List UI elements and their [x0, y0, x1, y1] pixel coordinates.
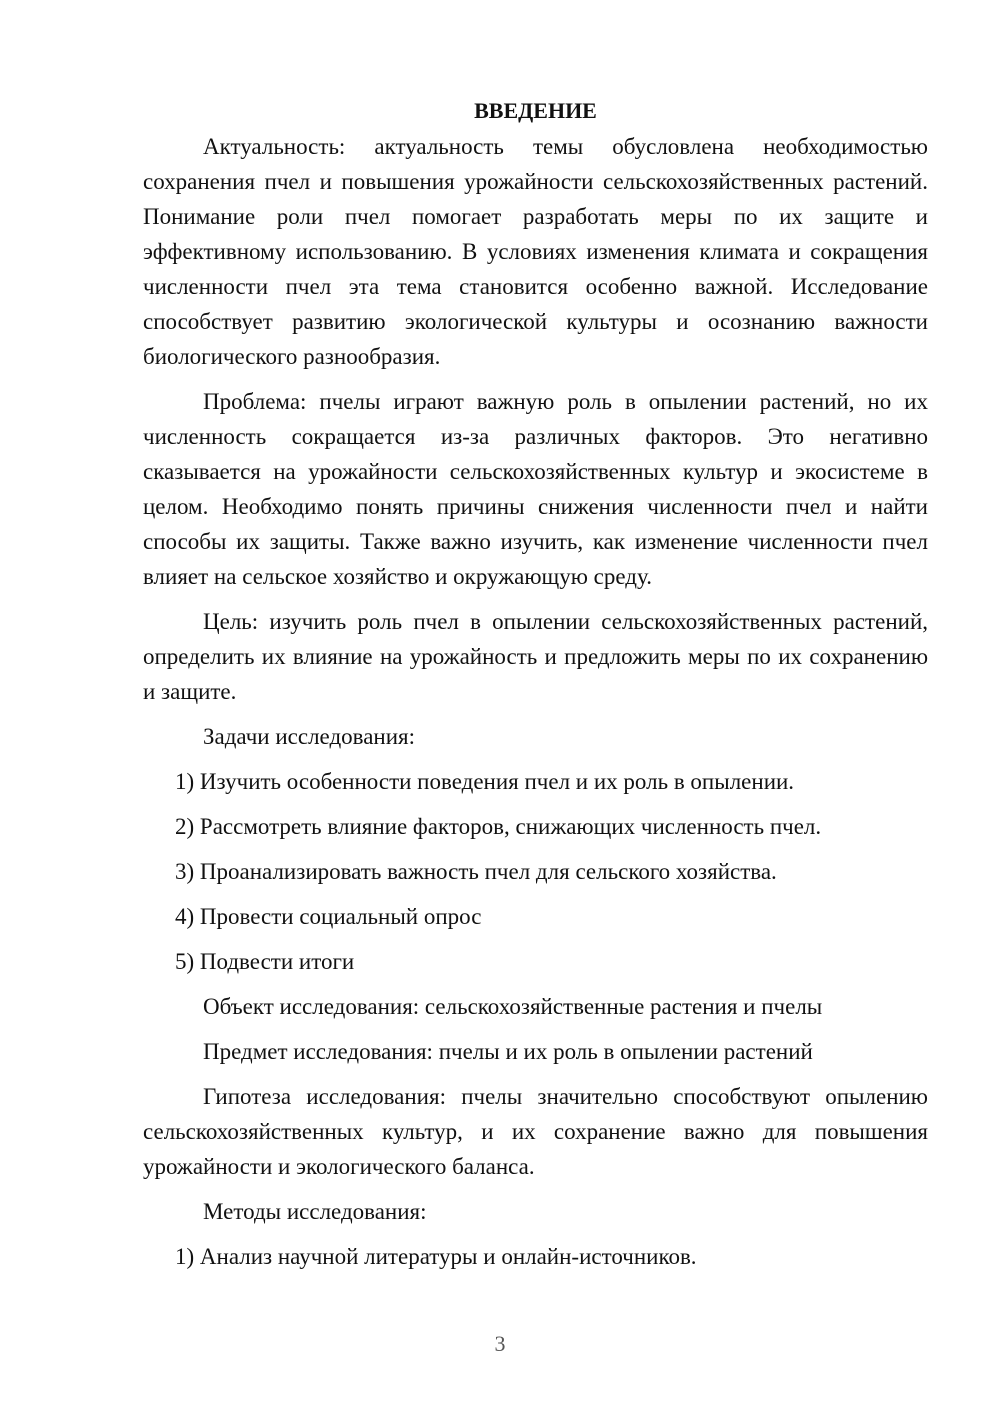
task-item: 2) Рассмотреть влияние факторов, снижающих численность пчел.	[175, 814, 822, 839]
task-item: 4) Провести социальный опрос	[175, 904, 482, 929]
methods-list	[143, 1239, 928, 1274]
page-content	[143, 93, 928, 1274]
page-number: 3	[494, 1331, 506, 1356]
research-subject: Предмет исследования: пчелы и их роль в опылении растений	[203, 1039, 813, 1064]
task-item: 1) Изучить особенности поведения пчел и их роль в опылении.	[175, 769, 795, 794]
relevance-paragraph: Актуальность: актуальность темы обусловлена необходимостью сохранения пчел и повышения урожайности сельскохозяйственных растений. Понимание роли пчел помогает разработать меры по их защите и эффективному использованию. В условиях изменения климата и сокращения численности пчел эта тема становится особенно важной. Исследование способствует развитию экологической культуры и осознанию важности биологического разнообразия.	[143, 134, 928, 369]
task-item: 3) Проанализировать важность пчел для сельского хозяйства.	[175, 859, 777, 884]
method-item: 1) Анализ научной литературы и онлайн-источников.	[175, 1244, 697, 1269]
problem-paragraph: Проблема: пчелы играют важную роль в опылении растений, но их численность сокращается из-за различных факторов. Это негативно сказывается на урожайности сельскохозяйственных культур и экосистеме в целом. Необходимо понять причины снижения численности пчел и найти способы их защиты. Также важно изучить, как изменение численности пчел влияет на сельское хозяйство и окружающую среду.	[143, 389, 928, 589]
section-title: ВВЕДЕНИЕ	[474, 98, 597, 123]
goal-paragraph: Цель: изучить роль пчел в опылении сельскохозяйственных растений, определить их влияние на урожайность и предложить меры по их сохранению и защите.	[143, 609, 928, 704]
methods-heading: Методы исследования:	[203, 1199, 427, 1224]
task-item: 5) Подвести итоги	[175, 949, 355, 974]
tasks-heading: Задачи исследования:	[203, 724, 416, 749]
hypothesis-paragraph: Гипотеза исследования: пчелы значительно способствуют опылению сельскохозяйственных культур, и их сохранение важно для повышения урожайности и экологического баланса.	[143, 1084, 928, 1179]
tasks-list	[143, 764, 928, 979]
research-object: Объект исследования: сельскохозяйственные растения и пчелы	[203, 994, 823, 1019]
